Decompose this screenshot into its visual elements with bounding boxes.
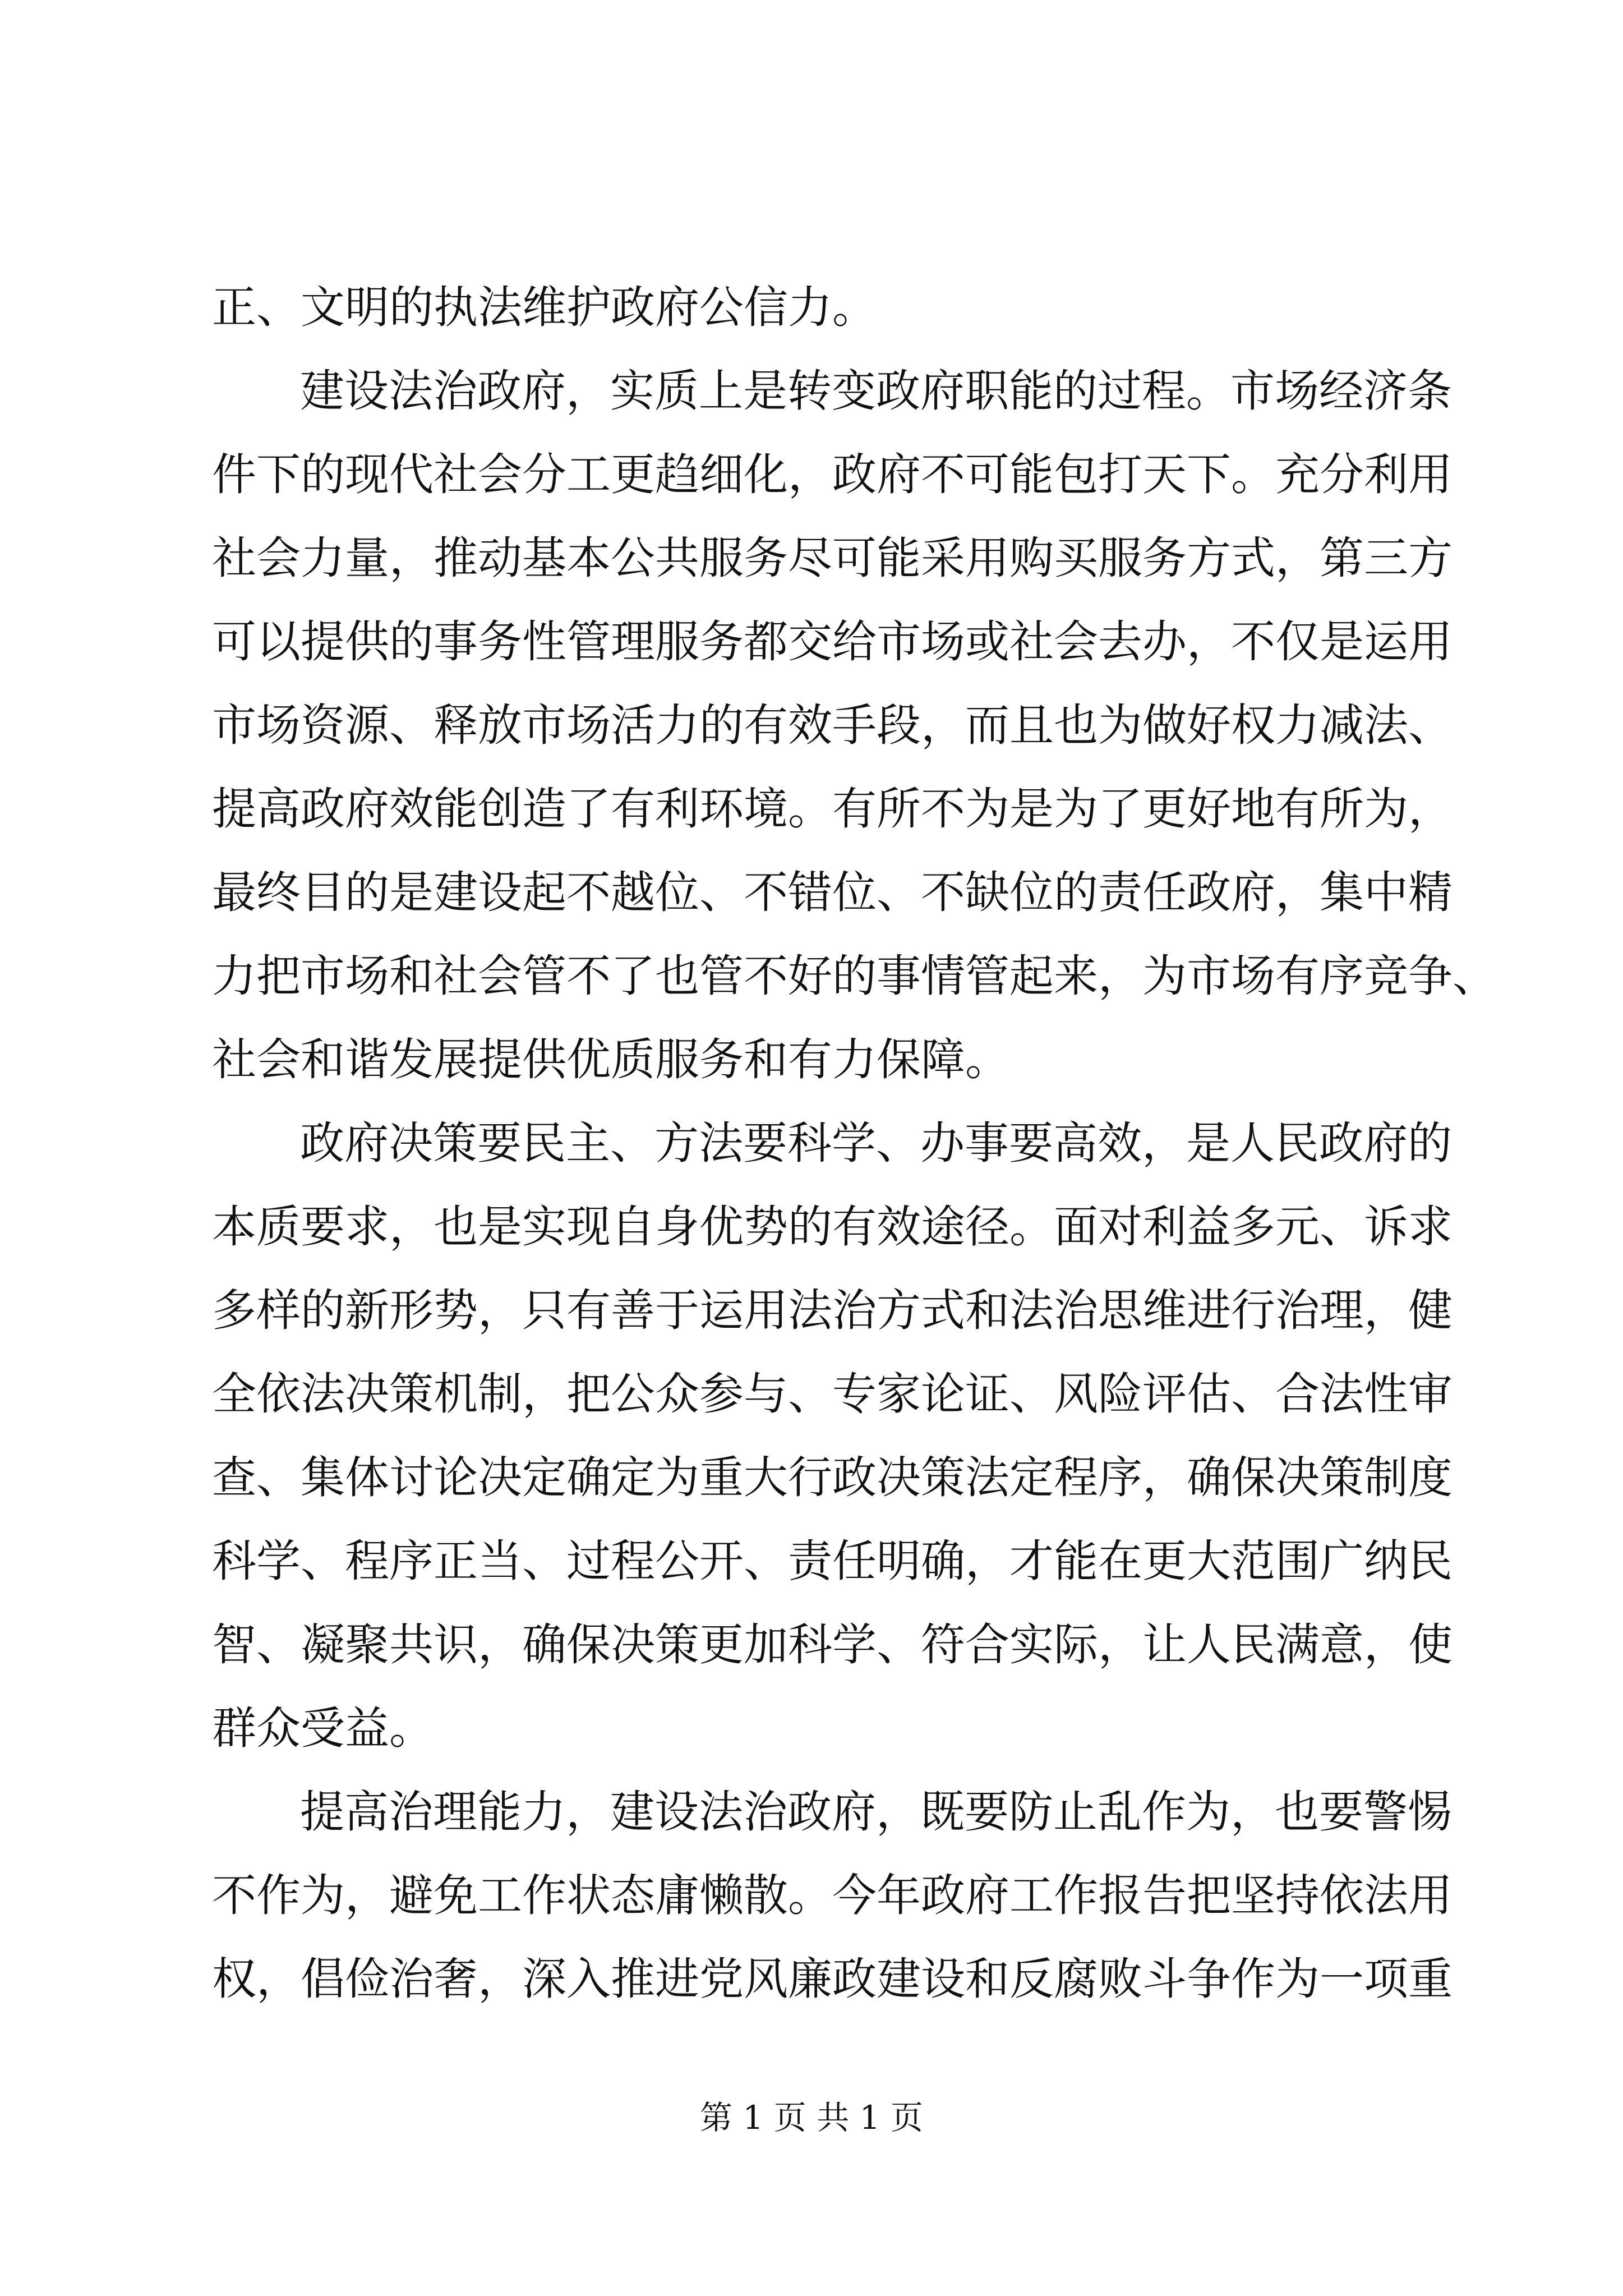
text-line: 正、文明的执法维护政府公信力。 bbox=[212, 282, 877, 333]
text-line: 智、凝聚共识，确保决策更加科学、符合实际，让人民满意，使 bbox=[212, 1619, 1453, 1671]
text-line: 提高政府效能创造了有利环境。有所不为是为了更好地有所为， bbox=[212, 783, 1453, 835]
text-line: 不作为，避免工作状态庸懒散。今年政府工作报告把坚持依法用 bbox=[212, 1870, 1453, 1921]
text-line: 最终目的是建设起不越位、不错位、不缺位的责任政府，集中精 bbox=[212, 867, 1453, 918]
text-line: 查、集体讨论决定确定为重大行政决策法定程序，确保决策制度 bbox=[212, 1452, 1453, 1503]
text-line: 提高治理能力，建设法治政府，既要防止乱作为，也要警惕 bbox=[300, 1786, 1452, 1838]
text-line: 群众受益。 bbox=[212, 1703, 434, 1754]
text-line: 权，倡俭治奢，深入推进党风廉政建设和反腐败斗争作为一项重 bbox=[212, 1953, 1453, 2005]
text-line: 社会力量，推动基本公共服务尽可能采用购买服务方式，第三方 bbox=[212, 532, 1453, 584]
text-line: 科学、程序正当、过程公开、责任明确，才能在更大范围广纳民 bbox=[212, 1535, 1453, 1587]
text-line: 社会和谐发展提供优质服务和有力保障。 bbox=[212, 1034, 1009, 1085]
text-line: 全依法决策机制，把公众参与、专家论证、风险评估、合法性审 bbox=[212, 1368, 1453, 1420]
text-line: 件下的现代社会分工更趋细化，政府不可能包打天下。充分利用 bbox=[212, 449, 1453, 500]
text-line: 本质要求，也是实现自身优势的有效途径。面对利益多元、诉求 bbox=[212, 1201, 1453, 1253]
page-footer: 第 1 页 共 1 页 bbox=[700, 2099, 923, 2137]
text-line: 可以提供的事务性管理服务都交给市场或社会去办，不仅是运用 bbox=[212, 616, 1453, 668]
text-line: 多样的新形势，只有善于运用法治方式和法治思维进行治理，健 bbox=[212, 1285, 1453, 1336]
text-line: 政府决策要民主、方法要科学、办事要高效，是人民政府的 bbox=[300, 1117, 1452, 1169]
text-line: 市场资源、释放市场活力的有效手段，而且也为做好权力减法、 bbox=[212, 700, 1453, 751]
text-line: 建设法治政府，实质上是转变政府职能的过程。市场经济条 bbox=[300, 365, 1452, 417]
text-line: 力把市场和社会管不了也管不好的事情管起来，为市场有序竞争、 bbox=[212, 950, 1497, 1002]
